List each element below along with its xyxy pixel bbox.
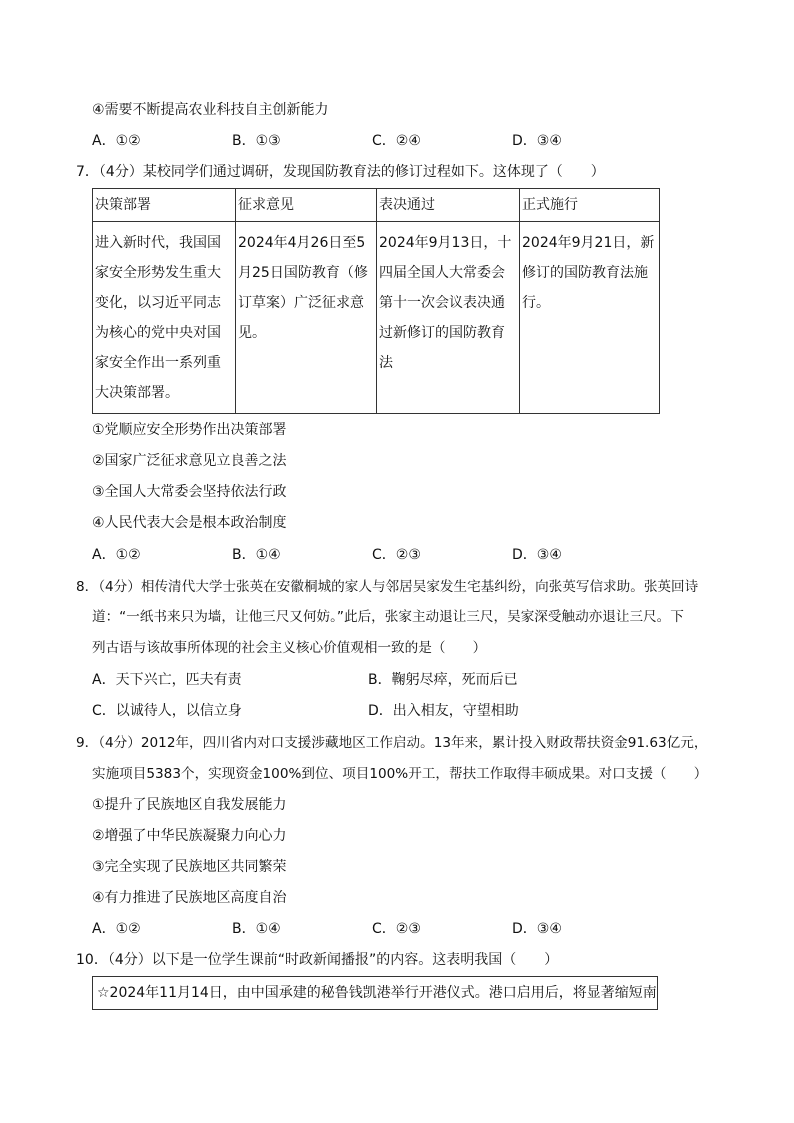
q6-option-d[interactable]: D．③④ bbox=[512, 133, 562, 149]
q9-stem-line-2: 实施项目5383个，实现资金100%到位、项目100%开工，帮扶工作取得丰硕成果。对口支援（ ） bbox=[92, 766, 708, 782]
q7-item-1: ①党顺应安全形势作出决策部署 bbox=[92, 422, 287, 438]
q7-table-header: 决策部署 bbox=[93, 189, 236, 222]
q6-option-b[interactable]: B．①③ bbox=[232, 133, 281, 149]
q7-stem: 7．（4分）某校同学们通过调研，发现国防教育法的修订过程如下。这体现了（ ） bbox=[76, 164, 605, 180]
q8-stem-line-2: 道：“一纸书来只为墙，让他三尺又何妨。”此后，张家主动退让三尺，吴家深受触动亦退让三尺。下 bbox=[92, 609, 684, 625]
q8-option-d[interactable]: D．出入相友，守望相助 bbox=[368, 703, 519, 719]
q6-item-4: ④需要不断提高农业科技自主创新能力 bbox=[92, 102, 329, 118]
q9-options bbox=[92, 919, 652, 939]
q7-table-header: 正式施行 bbox=[520, 189, 660, 222]
q7-table-cell: 2024年9月21日，新修订的国防教育法施行。 bbox=[520, 222, 660, 414]
q7-table-cell: 进入新时代，我国国家安全形势发生重大变化，以习近平同志为核心的党中央对国家安全作出一系列重大决策部署。 bbox=[93, 222, 236, 414]
q8-options-row-2 bbox=[92, 701, 652, 721]
q10-news-box: ☆2024年11月14日，由中国承建的秘鲁钱凯港举行开港仪式。港口启用后，将显著缩短南 bbox=[92, 976, 658, 1010]
q9-option-b[interactable]: B．①④ bbox=[232, 921, 281, 937]
q7-item-4: ④人民代表大会是根本政治制度 bbox=[92, 515, 287, 531]
q6-options bbox=[92, 131, 652, 151]
q8-stem-line-3: 列古语与该故事所体现的社会主义核心价值观相一致的是（ ） bbox=[92, 640, 487, 656]
q7-table-header: 表决通过 bbox=[377, 189, 520, 222]
q7-table-header: 征求意见 bbox=[236, 189, 377, 222]
q7-item-3: ③全国人大常委会坚持依法行政 bbox=[92, 484, 287, 500]
q9-option-a[interactable]: A．①② bbox=[92, 921, 141, 937]
q6-option-a[interactable]: A．①② bbox=[92, 133, 141, 149]
q7-options bbox=[92, 545, 652, 565]
q9-item-3: ③完全实现了民族地区共同繁荣 bbox=[92, 859, 287, 875]
q9-item-2: ②增强了中华民族凝聚力向心力 bbox=[92, 828, 287, 844]
q8-stem-line-1: 8．（4分）相传清代大学士张英在安徽桐城的家人与邻居吴家发生宅基纠纷，向张英写信求助。张英回诗 bbox=[76, 579, 699, 595]
q8-option-c[interactable]: C．以诚待人，以信立身 bbox=[92, 703, 242, 719]
q7-option-b[interactable]: B．①④ bbox=[232, 547, 281, 563]
q8-option-b[interactable]: B．鞠躬尽瘁，死而后已 bbox=[368, 672, 518, 688]
q7-option-a[interactable]: A．①② bbox=[92, 547, 141, 563]
q8-options-row-1 bbox=[92, 670, 652, 690]
q7-table-cell: 2024年9月13日，十四届全国人大常委会第十一次会议表决通过新修订的国防教育法 bbox=[377, 222, 520, 414]
q7-table bbox=[92, 188, 660, 414]
q7-item-2: ②国家广泛征求意见立良善之法 bbox=[92, 453, 287, 469]
q8-option-a[interactable]: A．天下兴亡，匹夫有责 bbox=[92, 672, 242, 688]
q7-option-d[interactable]: D．③④ bbox=[512, 547, 562, 563]
q9-item-4: ④有力推进了民族地区高度自治 bbox=[92, 890, 287, 906]
q6-option-c[interactable]: C．②④ bbox=[372, 133, 421, 149]
q9-option-c[interactable]: C．②③ bbox=[372, 921, 421, 937]
q9-stem-line-1: 9．（4分）2012年，四川省内对口支援涉藏地区工作启动。13年来，累计投入财政帮扶资金91.63亿元， bbox=[76, 735, 708, 751]
q10-stem: 10．（4分）以下是一位学生课前“时政新闻播报”的内容。这表明我国（ ） bbox=[76, 952, 559, 968]
q9-option-d[interactable]: D．③④ bbox=[512, 921, 562, 937]
q9-item-1: ①提升了民族地区自我发展能力 bbox=[92, 797, 287, 813]
q7-option-c[interactable]: C．②③ bbox=[372, 547, 421, 563]
q7-table-cell: 2024年4月26日至5月25日国防教育（修订草案）广泛征求意见。 bbox=[236, 222, 377, 414]
